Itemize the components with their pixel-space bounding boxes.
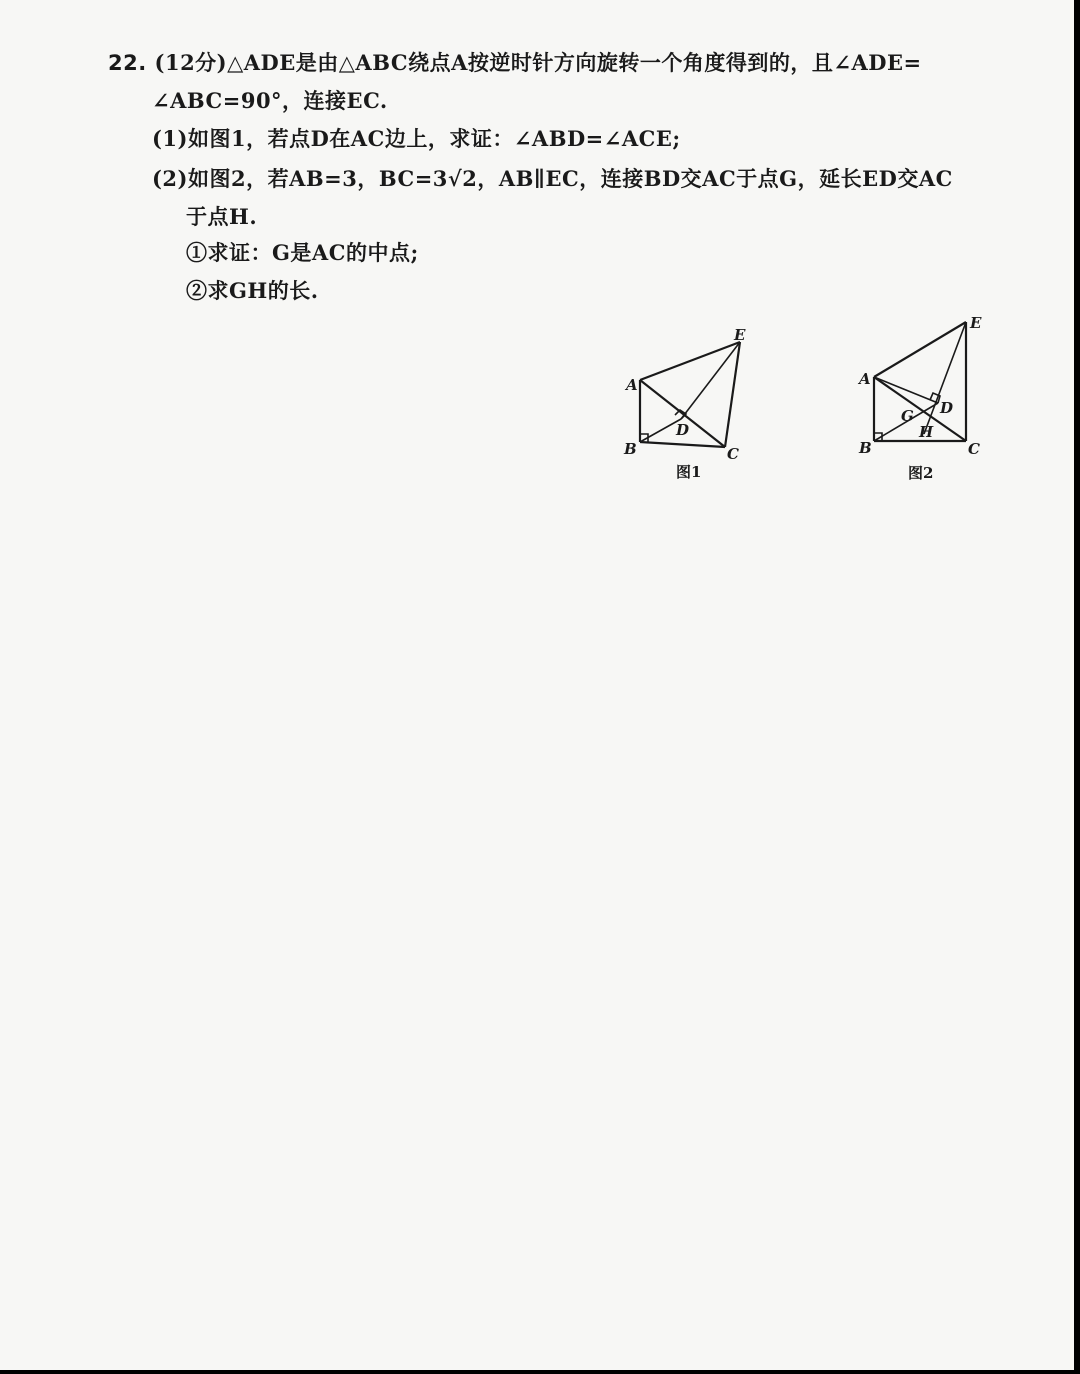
segment-bc [640, 442, 725, 447]
question-stem-line-1: (12分)△ADE是由△ABC绕点A按逆时针方向旋转一个角度得到的，且∠ADE= [154, 50, 922, 75]
figure-2-caption: 图2 [908, 464, 934, 482]
part-2-text-line-2: 于点H. [186, 204, 258, 229]
segment-eh [924, 322, 966, 434]
figure-1-caption: 图1 [676, 463, 702, 481]
sub-question-1: ①求证：G是AC的中点; [186, 240, 419, 265]
figure-1 [610, 320, 760, 490]
label-e: E [734, 326, 746, 344]
label-a: A [859, 370, 871, 388]
label-b: B [624, 440, 637, 458]
label-a: A [626, 376, 638, 394]
label-h: H [919, 423, 934, 441]
label-b: B [859, 439, 872, 457]
question-stem-line-2: ∠ABC=90°，连接EC. [152, 88, 388, 113]
label-e: E [970, 314, 982, 332]
label-d: D [940, 399, 954, 417]
label-g: G [901, 407, 914, 425]
question-number: 22. [108, 51, 147, 75]
sub-question-2: ②求GH的长. [186, 278, 319, 303]
segment-ae [874, 322, 966, 377]
figure-2 [850, 310, 1000, 490]
part-2-text-line-1: (2)如图2，若AB=3，BC=3√2，AB∥EC，连接BD交AC于点G，延长ED交AC [152, 166, 953, 191]
segment-bd [640, 419, 681, 442]
part-1-text: (1)如图1，若点D在AC边上，求证：∠ABD=∠ACE; [152, 126, 681, 151]
label-c: C [968, 440, 980, 458]
label-d: D [676, 421, 690, 439]
label-c: C [727, 445, 739, 463]
question-line-1 [108, 50, 922, 76]
